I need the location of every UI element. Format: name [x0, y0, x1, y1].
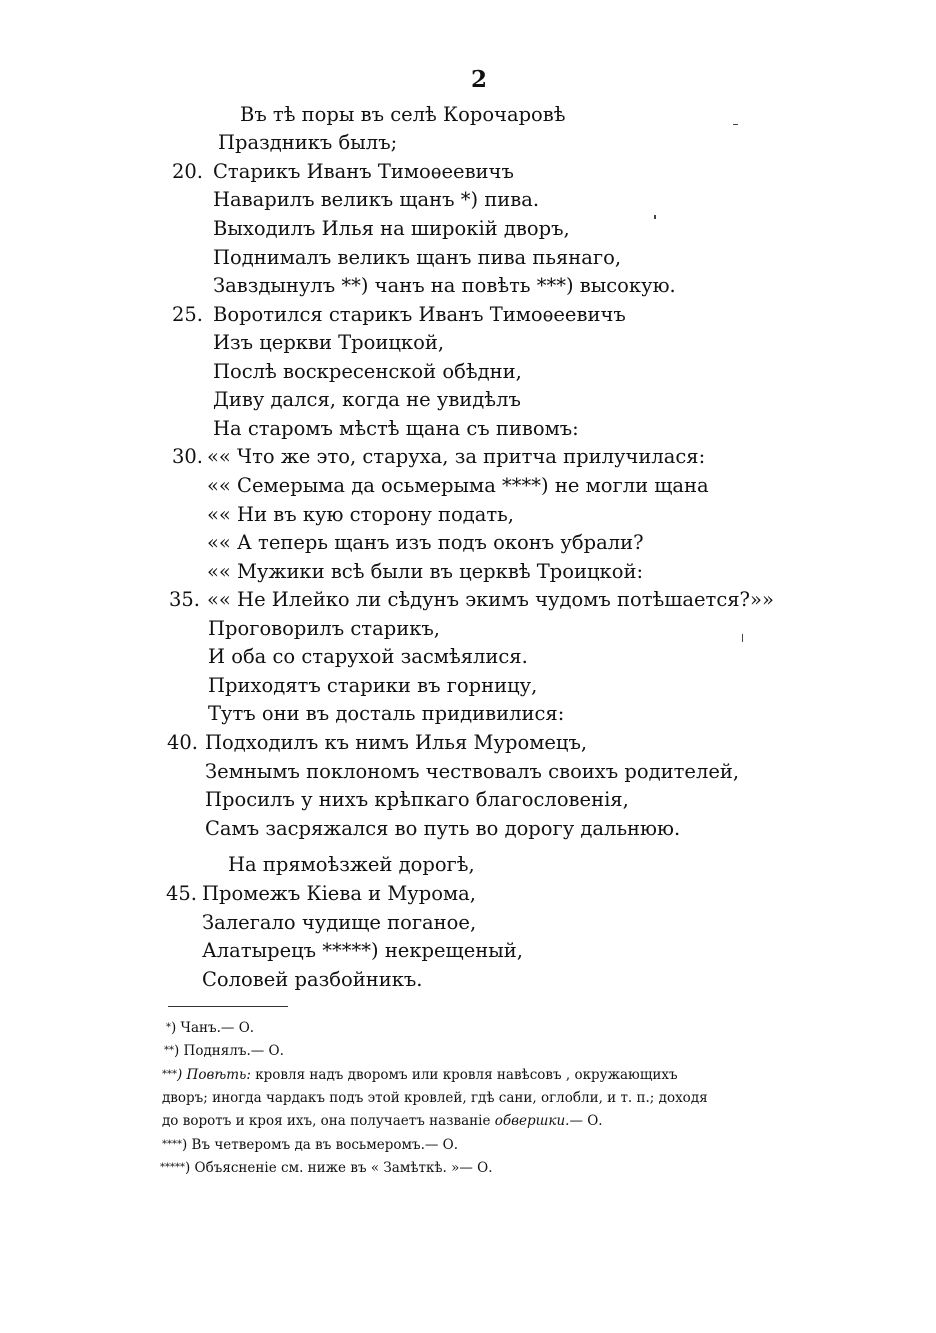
scan-speck [742, 634, 743, 642]
footnote-mark: *** [162, 1069, 177, 1080]
footnote-text: ) Чанъ.— О. [171, 1020, 255, 1036]
verse-line-text: Въ тѣ поры въ селѣ Корочаровѣ [240, 103, 566, 126]
footnote [166, 1018, 254, 1038]
footnote-term: ) Повѣть: [177, 1067, 251, 1083]
verse-line-text: Завздынулъ **) чанъ на повѣть ***) высокую. [213, 274, 676, 297]
verse-line-text: «« Мужики всѣ были въ церквѣ Троицкой: [207, 560, 644, 583]
footnote-tail: — О. [569, 1113, 603, 1129]
verse-line-text: Просилъ у нихъ крѣпкаго благословенія, [205, 788, 629, 811]
footnote [160, 1158, 493, 1178]
footnote-text: ) Объясненіе см. ниже въ « Замѣткѣ. »— О. [185, 1160, 493, 1176]
footnote-continuation [162, 1111, 603, 1131]
verse-line-text: «« Не Илейко ли сѣдунъ экимъ чудомъ потѣшается?»» [207, 588, 774, 611]
footnote-text: до воротъ и кроя ихъ, она получаетъ названіе [162, 1113, 491, 1129]
footnote-mark: * [166, 1022, 171, 1033]
verse-line-text: На старомъ мѣстѣ щана съ пивомъ: [213, 417, 579, 440]
verse-line-text: И оба со старухой засмѣялися. [208, 645, 528, 668]
footnote-mark: **** [162, 1139, 182, 1150]
verse-line-text: Приходятъ старики въ горницу, [208, 674, 538, 697]
footnote-text: ) Въ четверомъ да въ восьмеромъ.— О. [182, 1137, 459, 1153]
verse-line-text: Проговорилъ старикъ, [208, 617, 440, 640]
verse-line-number: 30. [171, 445, 203, 468]
verse-line-number: 35. [168, 588, 200, 611]
footnote [164, 1041, 284, 1061]
footnote-mark: ** [164, 1045, 174, 1056]
footnote-text: кровля надъ дворомъ или кровля навѣсовъ , окружающихъ [250, 1067, 678, 1083]
footnote [162, 1065, 678, 1085]
verse-line-text: Залегало чудище поганое, [202, 911, 477, 934]
verse-line-text: «« Ни въ кую сторону подать, [207, 503, 514, 526]
scan-speck [654, 215, 656, 219]
verse-line-text: «« Что же это, старуха, за притча прилучилася: [207, 445, 706, 468]
verse-line-text: Выходилъ Илья на широкій дворъ, [213, 217, 570, 240]
footnote-text: дворъ; иногда чардакъ подъ этой кровлей, гдѣ сани, оглобли, и т. п.; доходя [162, 1090, 708, 1106]
verse-line-text: «« Семерыма да осьмерыма ****) не могли щана [207, 474, 709, 497]
verse-line-text: Самъ засряжался во путь во дорогу дальнюю. [205, 817, 681, 840]
footnote-mark: ***** [160, 1162, 185, 1173]
footnote-separator [168, 1006, 288, 1007]
scan-speck [733, 124, 738, 125]
verse-line-text: Тутъ они въ досталь придивилися: [208, 702, 565, 725]
verse-line-text: Послѣ воскресенской обѣдни, [213, 360, 522, 383]
footnote [162, 1135, 458, 1155]
verse-line-text: Поднималъ великъ щанъ пива пьянаго, [213, 246, 622, 269]
footnote-text: ) Поднялъ.— О. [174, 1043, 284, 1059]
verse-line-text: Земнымъ поклономъ чествовалъ своихъ родителей, [205, 760, 740, 783]
verse-line-text: Праздникъ былъ; [218, 131, 398, 154]
footnote-continuation [162, 1088, 708, 1108]
page-number: 2 [471, 66, 488, 93]
verse-line-text: Подходилъ къ нимъ Илья Муромецъ, [205, 731, 588, 754]
verse-line-text: Старикъ Иванъ Тимоѳеевичъ [213, 160, 514, 183]
verse-line-text: «« А теперь щанъ изъ подъ оконъ убрали? [207, 531, 644, 554]
verse-line-text: Воротился старикъ Иванъ Тимоѳеевичъ [213, 303, 626, 326]
verse-line-number: 40. [166, 731, 198, 754]
verse-line-text: Соловей разбойникъ. [202, 968, 423, 991]
footnote-term: обвершки. [490, 1113, 570, 1129]
verse-line-text: Наварилъ великъ щанъ *) пива. [213, 188, 540, 211]
verse-line-text: Алатырецъ *****) некрещеный, [202, 939, 523, 962]
verse-line-text: Промежъ Кіева и Мурома, [202, 882, 476, 905]
verse-line-number: 25. [171, 303, 203, 326]
verse-line-text: Изъ церкви Троицкой, [213, 331, 445, 354]
verse-line-number: 45. [165, 882, 197, 905]
verse-line-number: 20. [171, 160, 203, 183]
verse-line-text: На прямоѣзжей дорогѣ, [228, 853, 475, 876]
verse-line-text: Диву дался, когда не увидѣлъ [213, 388, 521, 411]
